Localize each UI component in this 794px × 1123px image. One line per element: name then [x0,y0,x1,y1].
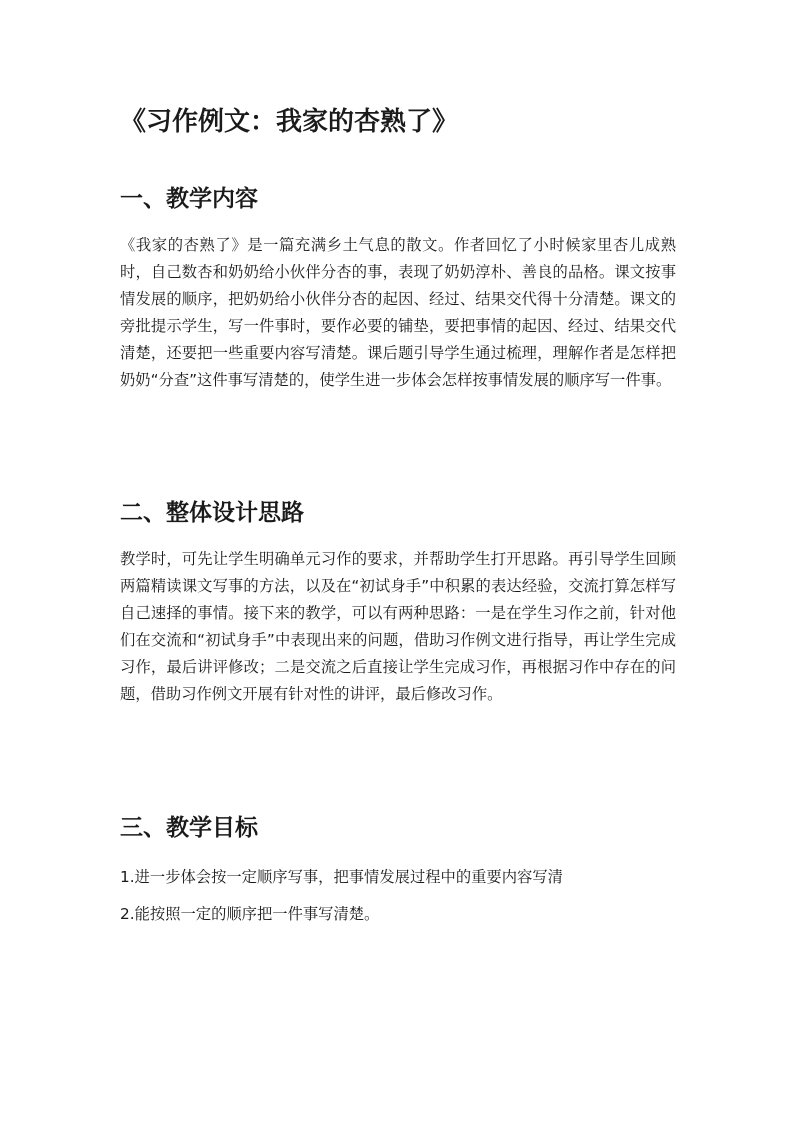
section-heading-teaching-goals: 三、教学目标 [120,815,258,841]
goal-item: 1.进一步体会按一定顺序写事，把事情发展过程中的重要内容写清 [120,868,563,886]
section-heading-design-approach: 二、整体设计思路 [120,500,304,526]
goal-item: 2.能按照一定的顺序把一件事写清楚。 [120,905,380,923]
section-body-design-approach: 教学时，可先让学生明确单元习作的要求，并帮助学生打开思路。再引导学生回顾两篇精读课文写事的方法，以及在“初试身手”中积累的表达经验，交流打算怎样写自己速择的事情。接下来的教学，可以有两种思路：一是在学生习作之前，针对他们在交流和“初试身手”中表现出来的问题，借助习作例文进行指导，再让学生完成习作，最后讲评修改；二是交流之后直接让学生完成习作，再根据习作中存在的问题，借助习作例文开展有针对性的讲评，最后修改习作。 [120,550,676,703]
section-body-teaching-content: 《我家的杏熟了》是一篇充满乡土气息的散文。作者回忆了小时候家里杏儿成熟时，自己数杏和奶奶给小伙伴分杏的事，表现了奶奶淳朴、善良的品格。课文按事情发展的顺序，把奶奶给小伙伴分杏的起因、经过、结果交代得十分清楚。课文的旁批提示学生，写一件事时，要作必要的铺垫，要把事情的起因、经过、结果交代清楚，还要把一些重要内容写清楚。课后题引导学生通过梳理，理解作者是怎样把奶奶“分查”这件事写清楚的，使学生进一步体会怎样按事情发展的顺序写一件事。 [120,236,676,389]
document-title: 《习作例文：我家的杏熟了》 [120,107,459,137]
section-heading-teaching-content: 一、教学内容 [120,186,258,212]
